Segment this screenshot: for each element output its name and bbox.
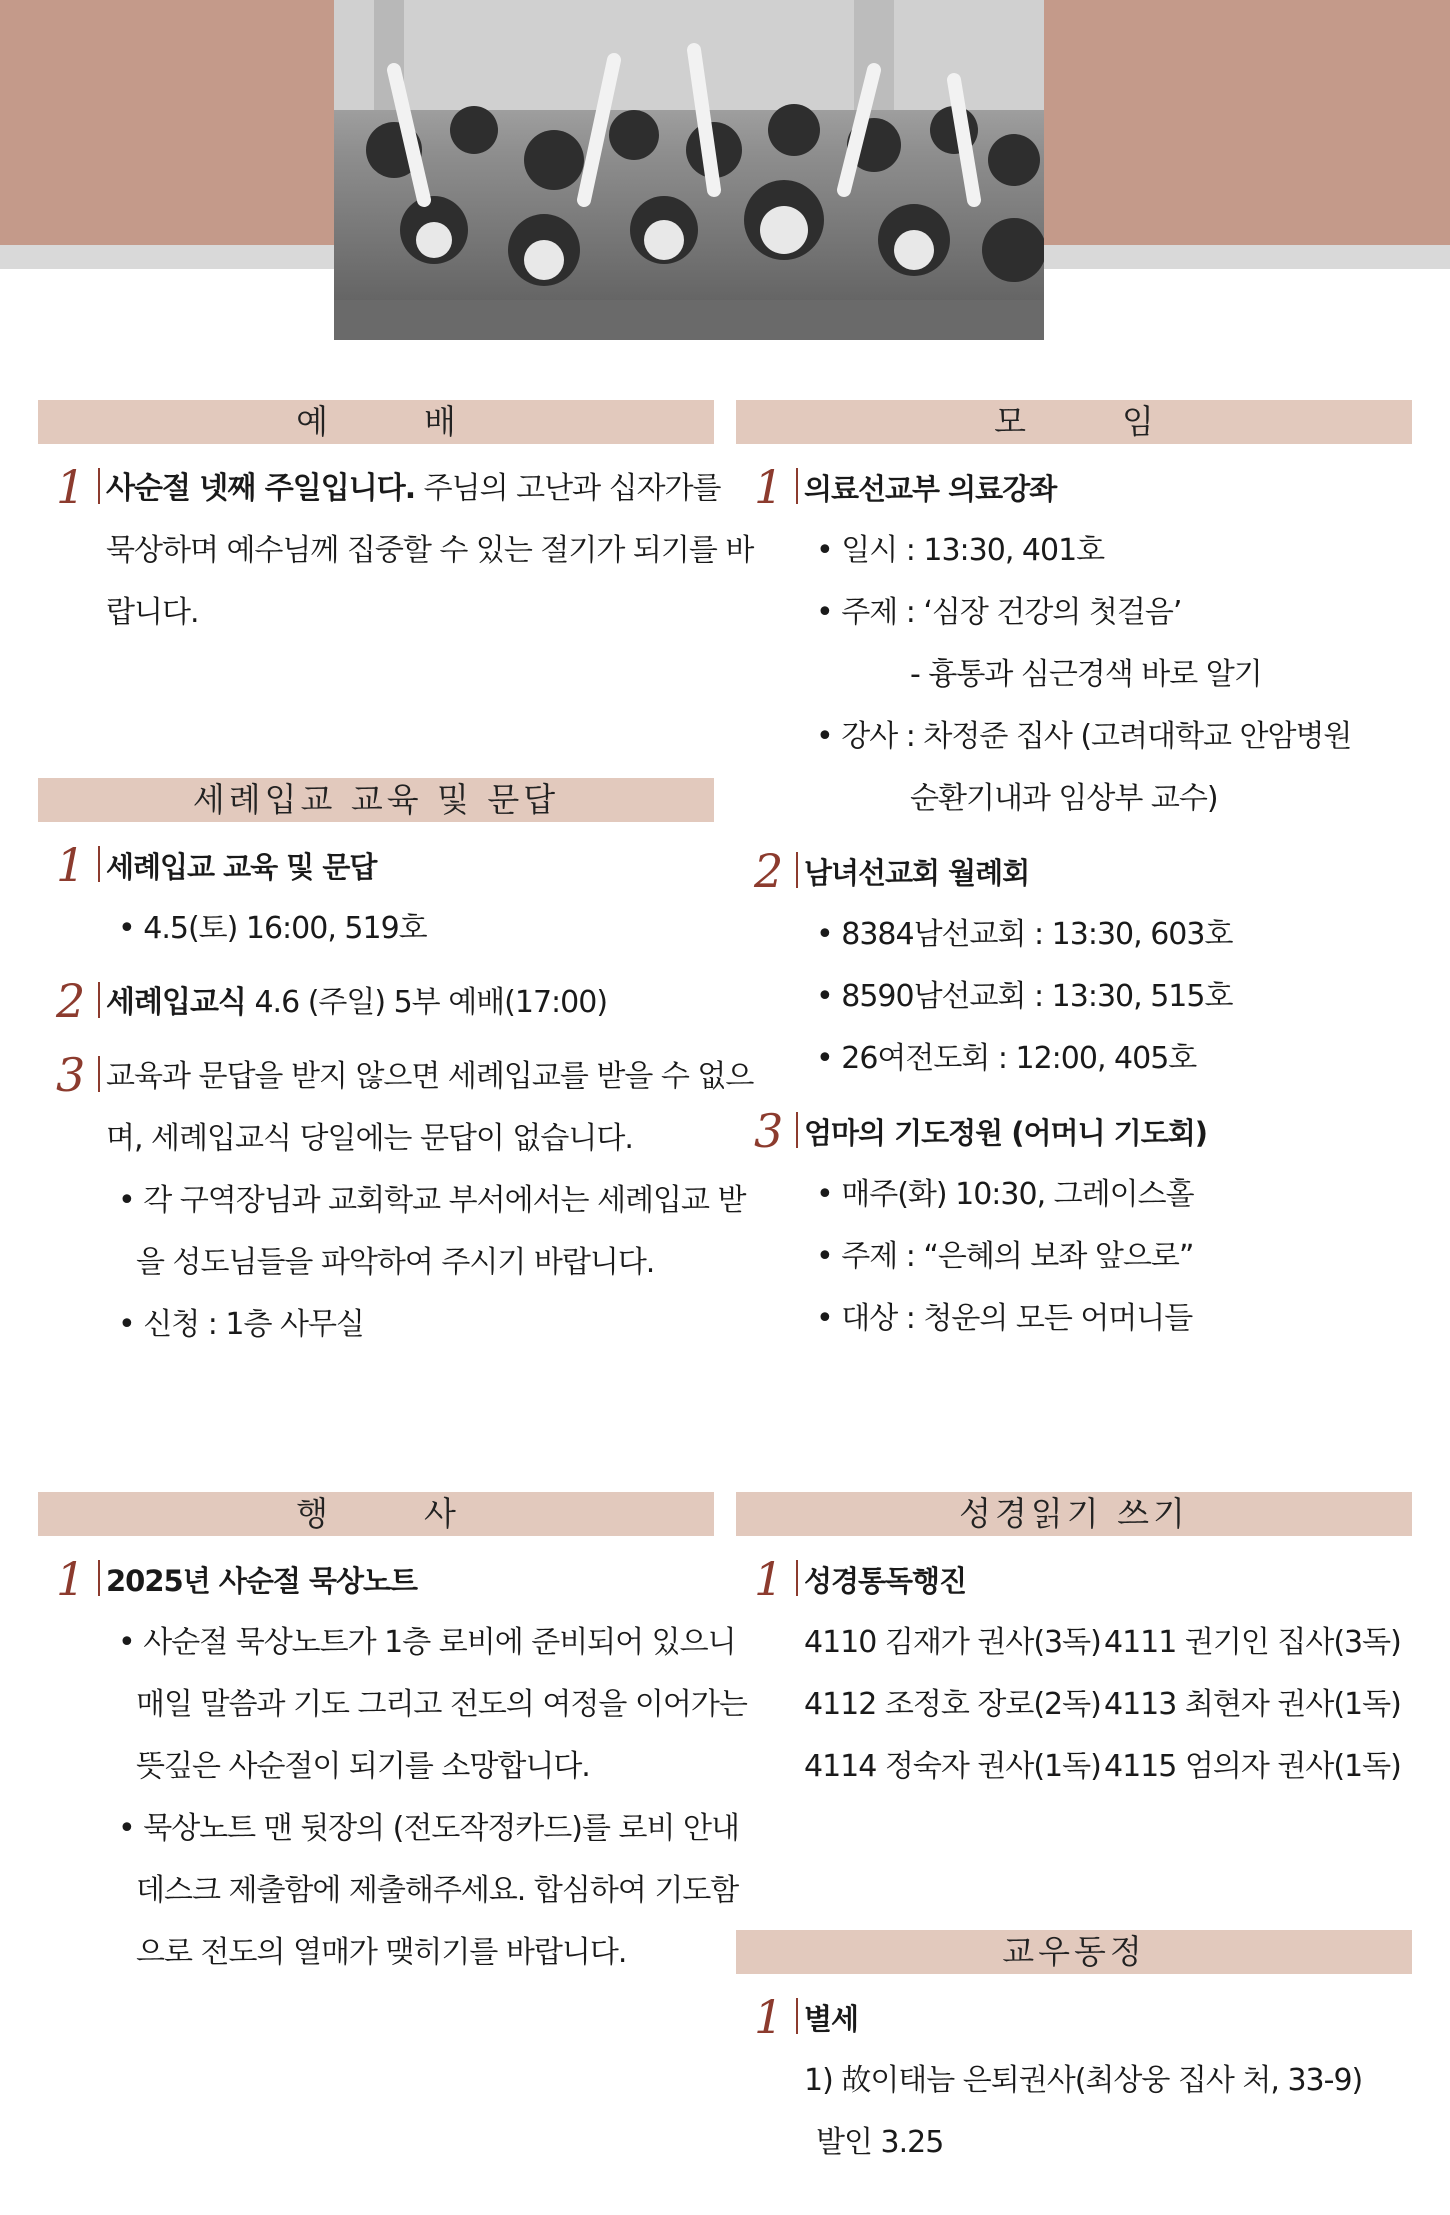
item-title: 별세 <box>804 2002 859 2036</box>
list-item: 1 사순절 넷째 주일입니다. 주님의 고난과 십자가를 묵상하며 예수님께 집중할 수 있는 절기가 되기를 바 랍니다. <box>56 460 754 630</box>
list-item: 2 세례입교식 4.6 (주일) 5부 예배(17:00) <box>56 974 608 1028</box>
item-title: 사순절 넷째 주일입니다. <box>106 471 416 506</box>
list-item: 3 교육과 문답을 받지 않으면 세례입교를 받을 수 없으 며, 세례입교식 당일에는 문답이 없습니다. • 각 구역장님과 교회학교 부서에서는 세례입교 받 을 성도님들을 파악하여 주시기 바랍니다. • 신청 : 1층 사무실 <box>38 1046 714 1356</box>
item-number: 2 <box>754 844 784 898</box>
list-item: 1 별세 1) 故이태늠 은퇴권사(최상웅 집사 처, 33-9) 발인 3.25 <box>736 1988 1412 2174</box>
item-number: 3 <box>56 1048 86 1102</box>
section-title: 교우동정 <box>736 1930 1412 1974</box>
item-title: 성경통독행진 <box>804 1564 967 1598</box>
item-title: 의료선교부 의료강좌 <box>804 472 1057 506</box>
item-number: 1 <box>754 1990 784 2044</box>
item-title: 2025년 사순절 묵상노트 <box>106 1564 418 1598</box>
item-title: 남녀선교회 월례회 <box>804 856 1030 890</box>
item-number: 1 <box>754 460 784 514</box>
item-number: 3 <box>754 1104 784 1158</box>
top-band-left <box>0 0 334 245</box>
reader-grid: 4110 김재가 권사(3독) 4111 권기인 집사(3독) 4112 조정호 장로(2독) 4113 최현자 권사(1독) 4114 정숙자 권사(1독) 4115 엄의자 권사(1독) <box>804 1625 1401 1784</box>
event-section <box>38 1492 747 1996</box>
baptism-section <box>38 778 754 1368</box>
top-band-right <box>1044 0 1450 245</box>
bible-section <box>736 1492 1412 1810</box>
section-title: 모임 <box>736 400 1412 444</box>
item-number: 1 <box>56 460 86 514</box>
worship-photo <box>334 0 1044 340</box>
list-item: 3 엄마의 기도정원 (어머니 기도회) • 매주(화) 10:30, 그레이스홀 • 주제 : “은혜의 보좌 앞으로” • 대상 : 청운의 모든 어머니들 <box>736 1102 1412 1350</box>
item-title: 세례입교 교육 및 문답 <box>106 850 377 884</box>
list-item: 2 남녀선교회 월례회 • 8384남선교회 : 13:30, 603호 • 8590남선교회 : 13:30, 515호 • 26여전도회 : 12:00, 405호 <box>736 842 1412 1090</box>
list-item <box>736 1550 1412 1798</box>
item-title: 엄마의 기도정원 (어머니 기도회) <box>804 1116 1207 1150</box>
section-title: 예배 <box>38 400 714 444</box>
section-title: 성경읽기 쓰기 <box>736 1492 1412 1536</box>
meeting-section <box>736 400 1412 1362</box>
item-number: 1 <box>754 1552 784 1606</box>
list-item: 1 2025년 사순절 묵상노트 • 사순절 묵상노트가 1층 로비에 준비되어 있으니 매일 말씀과 기도 그리고 전도의 여정을 이어가는 뜻깊은 사순절이 되기를 소망합니다. • 묵상노트 맨 뒷장의 (전도작정카드)를 로비 안내 데스크 제출함에 제출해주세요. 합심하여 기도함 으로 전도의 열매가 맺히기를 바랍니다. <box>38 1550 714 1984</box>
news-section <box>736 1930 1412 2186</box>
item-title: 세례입교식 <box>106 985 246 1020</box>
item-number: 2 <box>56 974 86 1028</box>
item-number: 1 <box>56 838 86 892</box>
worship-section <box>38 400 754 656</box>
section-title: 세례입교 교육 및 문답 <box>38 778 714 822</box>
list-item: 1 의료선교부 의료강좌 • 일시 : 13:30, 401호 • 주제 : ‘심장 건강의 첫걸음’ - 흉통과 심근경색 바로 알기 • 강사 : 차정준 집사 (고려대학교 안암병원 순환기내과 임상부 교수) <box>736 458 1412 830</box>
list-item: 1 세례입교 교육 및 문답 • 4.5(토) 16:00, 519호 <box>38 836 714 960</box>
item-number: 1 <box>56 1552 86 1606</box>
section-title: 행사 <box>38 1492 714 1536</box>
